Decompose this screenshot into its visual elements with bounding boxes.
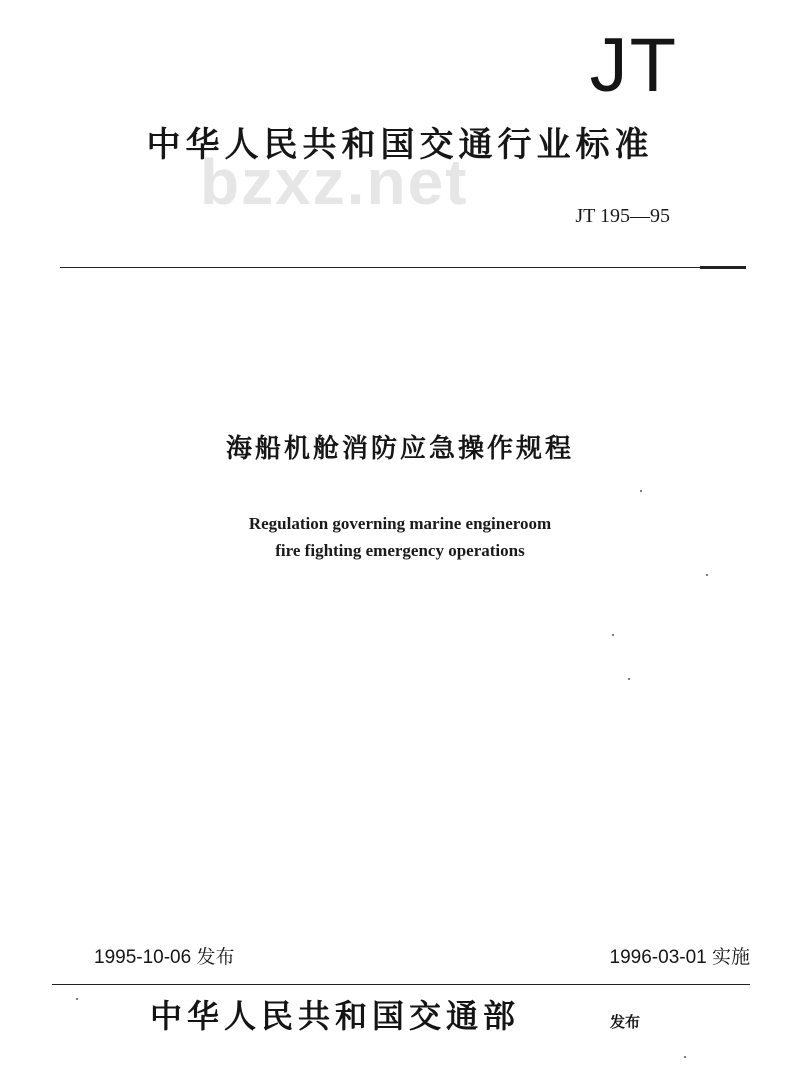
implementation-date: 1996-03-01 实施 [609,947,750,968]
issue-date: 1995-10-06 发布 [94,947,235,968]
scan-speck [628,678,630,680]
english-title-line-1: Regulation governing marine engineroom [248,514,552,533]
document-title-chinese: 海船机舱消防应急操作规程 [225,434,574,464]
jt-logo: JT [589,23,678,108]
watermark: bzxz.net [200,146,469,218]
standard-number: JT 195—95 [575,205,670,227]
scan-speck [612,634,614,636]
scan-speck [684,1056,686,1058]
scan-speck [706,574,708,576]
scan-speck [76,998,78,1000]
english-title-line-2: fire fighting emergency operations [275,541,525,560]
publisher-name: 中华人民共和国交通部 [150,997,521,1035]
document-title-english [0,510,800,564]
publish-label: 发布 [610,1013,641,1031]
industry-standard-title: 中华人民共和国交通行业标准 [146,125,654,165]
header-divider [60,267,746,268]
scan-speck [640,490,642,492]
header-divider-accent [700,266,746,269]
footer-divider [52,984,750,985]
